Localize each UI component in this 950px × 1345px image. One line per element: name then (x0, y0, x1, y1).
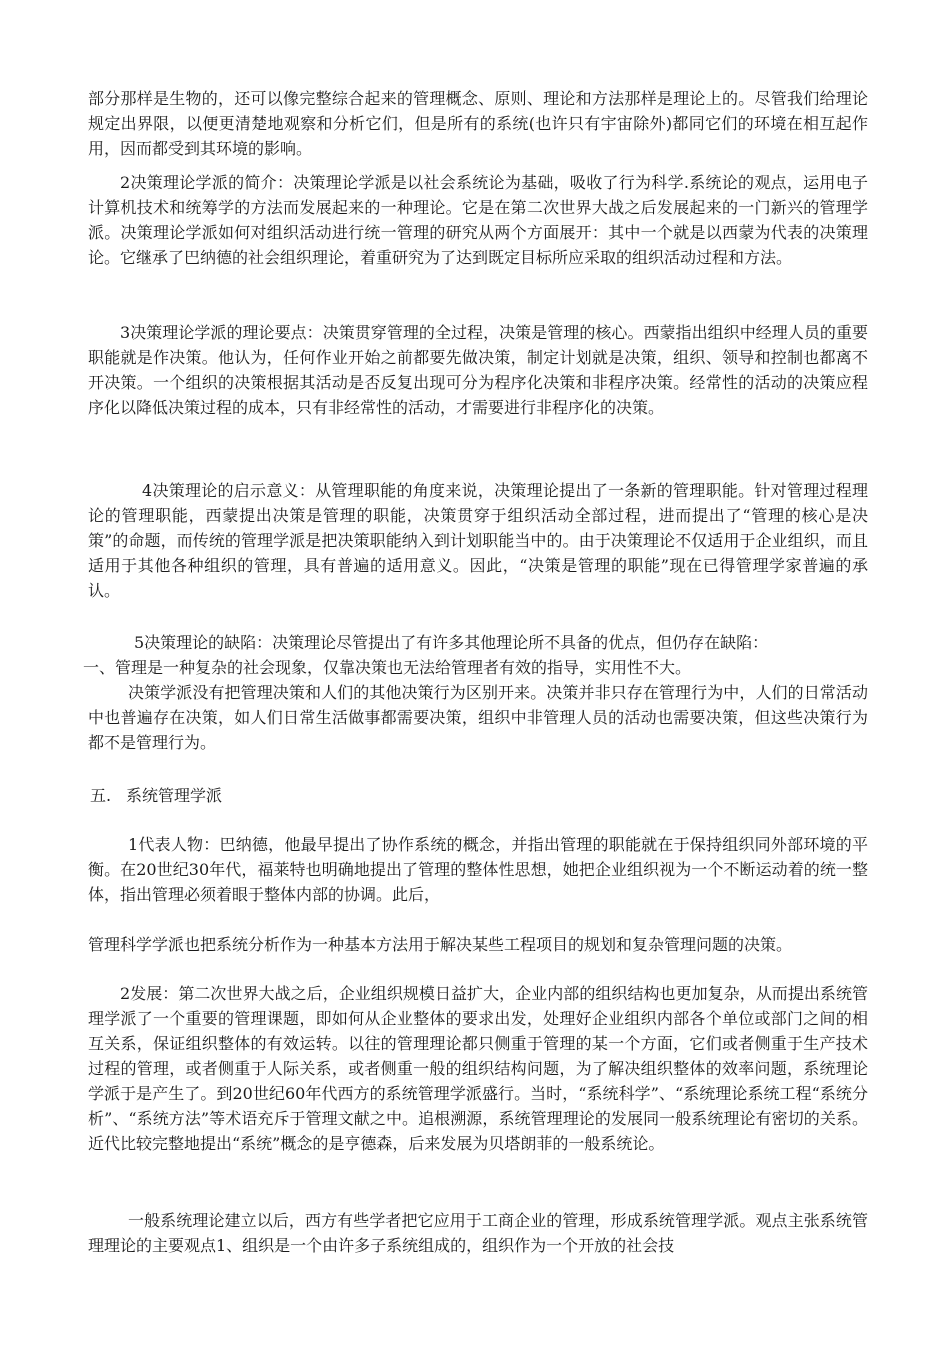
paragraph-decision-theory-significance: 4决策理论的启示意义：从管理职能的角度来说，决策理论提出了一条新的管理职能。针对管理过程理论的管理职能，西蒙提出决策是管理的职能，决策贯穿于组织活动全部过程，进而提出了“管理的核心是决策”的命题，而传统的管理学派是把决策职能纳入到计划职能当中的。由于决策理论不仅适用于企业组织，而且适用于其他各种组织的管理，具有普遍的适用意义。因此，“决策是管理的职能”现在已得管理学家普遍的承认。 (88, 481, 868, 600)
defects-intro: 5决策理论的缺陷：决策理论尽管提出了有许多其他理论所不具备的优点，但仍存在缺陷： (134, 633, 769, 652)
paragraph-representatives: 1代表人物：巴纳德，他最早提出了协作系统的概念，并指出管理的职能就在于保持组织同外部环境的平衡。在20世纪30年代，福莱特也明确地提出了管理的整体性思想，她把企业组织视为一个不断运动着的统一整体，指出管理必须着眼于整体内部的协调。此后， (88, 835, 868, 904)
paragraph-management-science: 管理科学学派也把系统分析作为一种基本方法用于解决某些工程项目的规划和复杂管理问题的决策。 (88, 935, 793, 954)
paragraph-decision-school-intro: 2决策理论学派的简介：决策理论学派是以社会系统论为基础，吸收了行为科学.系统论的观点，运用电子计算机技术和统筹学的方法而发展起来的一种理论。它是在第二次世界大战之后发展起来的一门新兴的管理学派。决策理论学派如何对组织活动进行统一管理的研究从两个方面展开：其中一个就是以西蒙为代表的决策理论。它继承了巴纳德的社会组织理论，着重研究为了达到既定目标所应采取的组织活动过程和方法。 (88, 173, 868, 267)
section-title: 系统管理学派 (126, 786, 223, 805)
paragraph-decision-theory-points: 3决策理论学派的理论要点：决策贯穿管理的全过程，决策是管理的核心。西蒙指出组织中经理人员的重要职能就是作决策。他认为，任何作业开始之前都要先做决策，制定计划就是决策，组织、领导和控制也都离不开决策。一个组织的决策根据其活动是否反复出现可分为程序化决策和非程序决策。经常性的活动的决策应程序化以降低决策过程的成本，只有非经常性的活动，才需要进行非程序化的决策。 (88, 323, 868, 417)
section-heading-system-management (90, 783, 222, 808)
paragraph-decision-school-distinction: 决策学派没有把管理决策和人们的其他决策行为区别开来。决策并非只存在管理行为中，人们的日常活动中也普遍存在决策，如人们日常生活做事都需要决策，组织中非管理人员的活动也需要决策，但这些决策行为都不是管理行为。 (88, 683, 868, 752)
defect-one: 一、管理是一种复杂的社会现象，仅靠决策也无法给管理者有效的指导，实用性不大。 (83, 658, 692, 677)
section-number: 五. (90, 786, 112, 805)
paragraph-development: 2发展：第二次世界大战之后，企业组织规模日益扩大，企业内部的组织结构也更加复杂，从而提出系统管理学派了一个重要的管理课题，即如何从企业整体的要求出发，处理好企业组织内部各个单位或部门之间的相互关系，保证组织整体的有效运转。以往的管理理论都只侧重于管理的某一个方面，它们或者侧重于生产技术过程的管理，或者侧重于人际关系，或者侧重一般的组织结构问题，为了解决组织整体的效率问题，系统理论学派于是产生了。到20世纪60年代西方的系统管理学派盛行。当时，“系统科学”、“系统理论系统工程“系统分析”、“系统方法”等术语充斥于管理文献之中。追根溯源，系统管理理论的发展同一般系统理论有密切的关系。近代比较完整地提出“系统”概念的是亨德森，后来发展为贝塔朗菲的一般系统论。 (88, 984, 868, 1153)
paragraph-system-environment: 部分那样是生物的，还可以像完整综合起来的管理概念、原则、理论和方法那样是理论上的。尽管我们给理论规定出界限，以便更清楚地观察和分析它们，但是所有的系统(也许只有宇宙除外)都同它们的环境在相互起作用，因而都受到其环境的影响。 (88, 89, 868, 158)
paragraph-decision-theory-defects (83, 630, 868, 680)
paragraph-general-system-theory: 一般系统理论建立以后，西方有些学者把它应用于工商企业的管理，形成系统管理学派。观点主张系统管理理论的主要观点1、组织是一个由许多子系统组成的，组织作为一个开放的社会技 (88, 1211, 868, 1255)
